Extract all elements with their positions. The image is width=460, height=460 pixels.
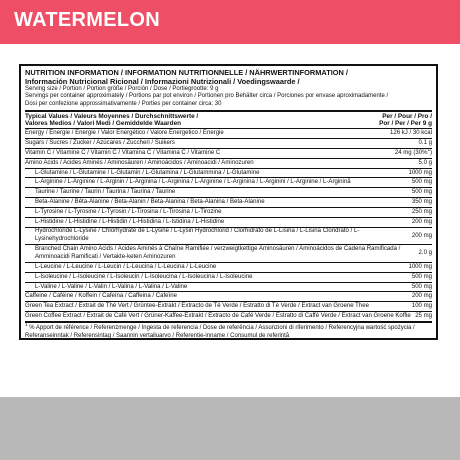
column-header-right-2: Por / Per / Per 9 g bbox=[379, 120, 432, 128]
nutrient-value-text: 25 mg bbox=[415, 313, 432, 320]
nutrient-table bbox=[25, 128, 432, 321]
nutrient-value-text: 200 mg bbox=[411, 232, 432, 239]
nutrient-value bbox=[408, 302, 432, 311]
nutrient-label: L-Glutamine / L-Glutamine / L-Glutamin / L-Glutamina / L-Glutammina / L-Glutamine bbox=[35, 169, 260, 176]
servings-per-container-line-1: Servings per container approximately / Portions par pot environ / Portionen pro Behälter circa / Porciones por envase aproximadamente / bbox=[25, 93, 389, 100]
nutrient-value-text: 1000 mg bbox=[408, 263, 432, 270]
nutrient-label: Beta-Alanine / Bêta-Alanine / Beta-Alanin / Beta-Alanina / Beta-Alanina / Beta-Alanine bbox=[35, 199, 265, 206]
nutrient-value-end: ) bbox=[429, 149, 432, 156]
nutrient-row bbox=[25, 168, 432, 178]
nutrient-value bbox=[408, 273, 432, 282]
nutrient-value bbox=[415, 249, 432, 258]
nutrient-label: Branched Chain Amino Acids / Acides Aminés à Chaîne Ramifiée / verzweigtkettige Aminosäuren / Aminoácidos de Cadena Ramificada / Amminoacidi Ramificati / Vertakte-keten Aminozuren bbox=[35, 245, 401, 260]
nutrient-value-text: 100 mg bbox=[411, 303, 432, 310]
nutrient-row bbox=[25, 262, 432, 272]
nutrient-label: L-Isoleucine / L-Isoleucine / L-Isoleucin / L-Isoleucina / L-Isoleucina / L-Isoleucine bbox=[35, 273, 253, 280]
nutrient-value-text: 126 kJ / 30 kcal bbox=[389, 129, 432, 136]
nutrient-value-text: 5.0 g bbox=[418, 159, 432, 166]
nutrient-row bbox=[25, 282, 432, 292]
footnote bbox=[25, 321, 432, 340]
nutrient-row bbox=[25, 138, 432, 148]
nutrient-value-text: 200 mg bbox=[411, 293, 432, 300]
nutrient-value bbox=[404, 169, 432, 178]
nutrient-row bbox=[25, 291, 432, 301]
nutrient-label: Sugars / Sucres / Zucker / Azúcares / Zuccheri / Suikers bbox=[25, 139, 175, 146]
nutrient-value bbox=[408, 188, 432, 197]
nutrient-row bbox=[25, 217, 432, 227]
nutrient-label: Caffeine / Caféine / Koffein / Cafeína / Caffeina / Cafeïne bbox=[25, 293, 177, 300]
nutrient-label: Taurine / Taurine / Taurin / Taurina / Taurina / Taurine bbox=[35, 189, 176, 196]
nutrient-value-text: 350 mg bbox=[411, 199, 432, 206]
nutrient-value bbox=[408, 292, 432, 301]
nutrient-value-text: 500 mg bbox=[411, 189, 432, 196]
nutrient-value bbox=[411, 312, 432, 321]
nutrient-value bbox=[408, 218, 432, 227]
nutrient-value bbox=[404, 263, 432, 272]
column-header bbox=[25, 112, 432, 128]
flavor-banner bbox=[0, 0, 460, 44]
nutrient-value bbox=[408, 198, 432, 207]
nutrient-row bbox=[25, 148, 432, 158]
nutrient-value-text: 1000 mg bbox=[408, 169, 432, 176]
serving-size: Serving size / Portion / Portion größe / Porción / Dose / Portiegrootte: 9 g bbox=[25, 86, 219, 93]
nutrition-panel bbox=[19, 64, 438, 340]
nutrient-row bbox=[25, 158, 432, 168]
nutrient-row bbox=[25, 128, 432, 138]
nutrient-value bbox=[408, 232, 432, 241]
bottom-grey-band bbox=[0, 397, 460, 460]
nutrient-row bbox=[25, 272, 432, 282]
nutrient-value-text: 500 mg bbox=[411, 179, 432, 186]
nutrient-row bbox=[25, 227, 432, 244]
nutrient-value bbox=[386, 129, 432, 138]
nutrient-value bbox=[408, 283, 432, 292]
nutrient-label: Green Tea Extract / Extrait de Thé Vert / Grüntee-Extrakt / Extracto de Té Verde / Estratto di Tè Verde / Extract van Groene Thee bbox=[25, 303, 369, 310]
nutrient-value-text: 24 mg (30% bbox=[394, 149, 428, 156]
nutrient-row bbox=[25, 207, 432, 217]
column-header-left-1: Typical Values / Valeurs Moyennes / Durchschnittswerte / bbox=[25, 113, 199, 121]
nutrient-row bbox=[25, 177, 432, 187]
nutrient-value bbox=[408, 208, 432, 217]
panel-heading-line-1: NUTRITION INFORMATION / INFORMATION NUTRITIONNELLE / NÄHRWERTINFORMATION / bbox=[25, 68, 348, 77]
nutrient-label: L-Histidine / L-Histidine / L-Histidin / L-Histidina / L-Istidina / L-Histidine bbox=[35, 219, 225, 226]
flavor-title: WATERMELON bbox=[14, 9, 160, 31]
footnote-line-2: Referanseinntak / Referensintag / Saannin vertailuarvo / Referentie-inname / Consumul de referință bbox=[25, 332, 290, 339]
reference-marker: 1 bbox=[427, 146, 430, 152]
nutrient-value-text: 500 mg bbox=[411, 273, 432, 280]
nutrient-row bbox=[25, 187, 432, 197]
nutrient-row bbox=[25, 244, 432, 261]
servings-per-container-line-2: Dosi per confezione approssimativamente / Porties per container circa: 30 bbox=[25, 100, 222, 107]
nutrient-row bbox=[25, 311, 432, 321]
nutrient-value-text: 500 mg bbox=[411, 283, 432, 290]
nutrient-label: Vitamin C / Vitamine C / Vitamin C / Vitamina C / Vitamina C / Vitamine C bbox=[25, 149, 221, 156]
footnote-marker: 1 bbox=[25, 322, 28, 328]
nutrient-value bbox=[408, 178, 432, 187]
nutrient-label: L-Arginine / L-Arginine / L-Arginin / L-Arginina / L-Arginina / L-Arginine / L-Arginina / L-Arginini / L-Arginine / L-Arginină bbox=[35, 179, 351, 186]
nutrient-label: Energy / Énergie / Energie / Valor Energético / Valore Energetico / Energie bbox=[25, 129, 224, 136]
nutrient-value-text: 200 mg bbox=[411, 219, 432, 226]
nutrient-value bbox=[391, 146, 432, 158]
nutrient-row bbox=[25, 197, 432, 207]
column-header-left-2: Valores Medios / Valori Medi / Gemiddelde Waarden bbox=[25, 120, 182, 128]
nutrient-row bbox=[25, 301, 432, 311]
column-header-right-1: Per / Pour / Pro / bbox=[382, 113, 432, 121]
footnote-line-1: % Apport de référence / Referenzmenge / Ingesta de referencia / Dose de referência / Assunzioni di riferimento / Referencyjna wartość spożycia / bbox=[29, 325, 415, 332]
panel-heading-line-2: Información Nutricional Ricional / Informazioni Nutrizionali / Voedingswaarde / bbox=[25, 76, 300, 86]
nutrient-label: L-Valine / L-Valine / L-Valin / L-Valina / L-Valina / L-Valine bbox=[35, 283, 188, 290]
nutrient-label: Green Coffee Extract / Extrait de Café Vert / Grüner-Kaffee-Extrakt / Extracto de Café Verde / Estratto di Caffè Verde / Extract van Groene Koffie bbox=[25, 313, 411, 320]
nutrient-value-text: 250 mg bbox=[411, 209, 432, 216]
nutrient-value bbox=[415, 159, 432, 168]
nutrient-value-text: 0.1 g bbox=[418, 139, 432, 146]
nutrient-label: L-Tyrosine / L-Tyrosine / L-Tyrosin / L-Tirosina / L-Tirosina / L-Tirozine bbox=[35, 209, 222, 216]
nutrient-label: Hydrochloride L-Lysine / Chlorhydrate de L-Lysine / L-Lysin Hydrochlorid / Clorhidrato de L-Lisina / L-Lisina Cloridrato / L-Lysinehydrochloride bbox=[35, 228, 360, 243]
nutrient-value-text: 2.0 g bbox=[418, 250, 432, 257]
nutrient-label: Amino Acids / Acides Aminés / Aminosäuren / Aminoácidos / Aminoacidi / Aminozuren bbox=[25, 159, 254, 166]
nutrient-label: L-Leucine / L-Leucine / L-Leucin / L-Leucina / L-Leucina / L-Leucine bbox=[35, 263, 217, 270]
